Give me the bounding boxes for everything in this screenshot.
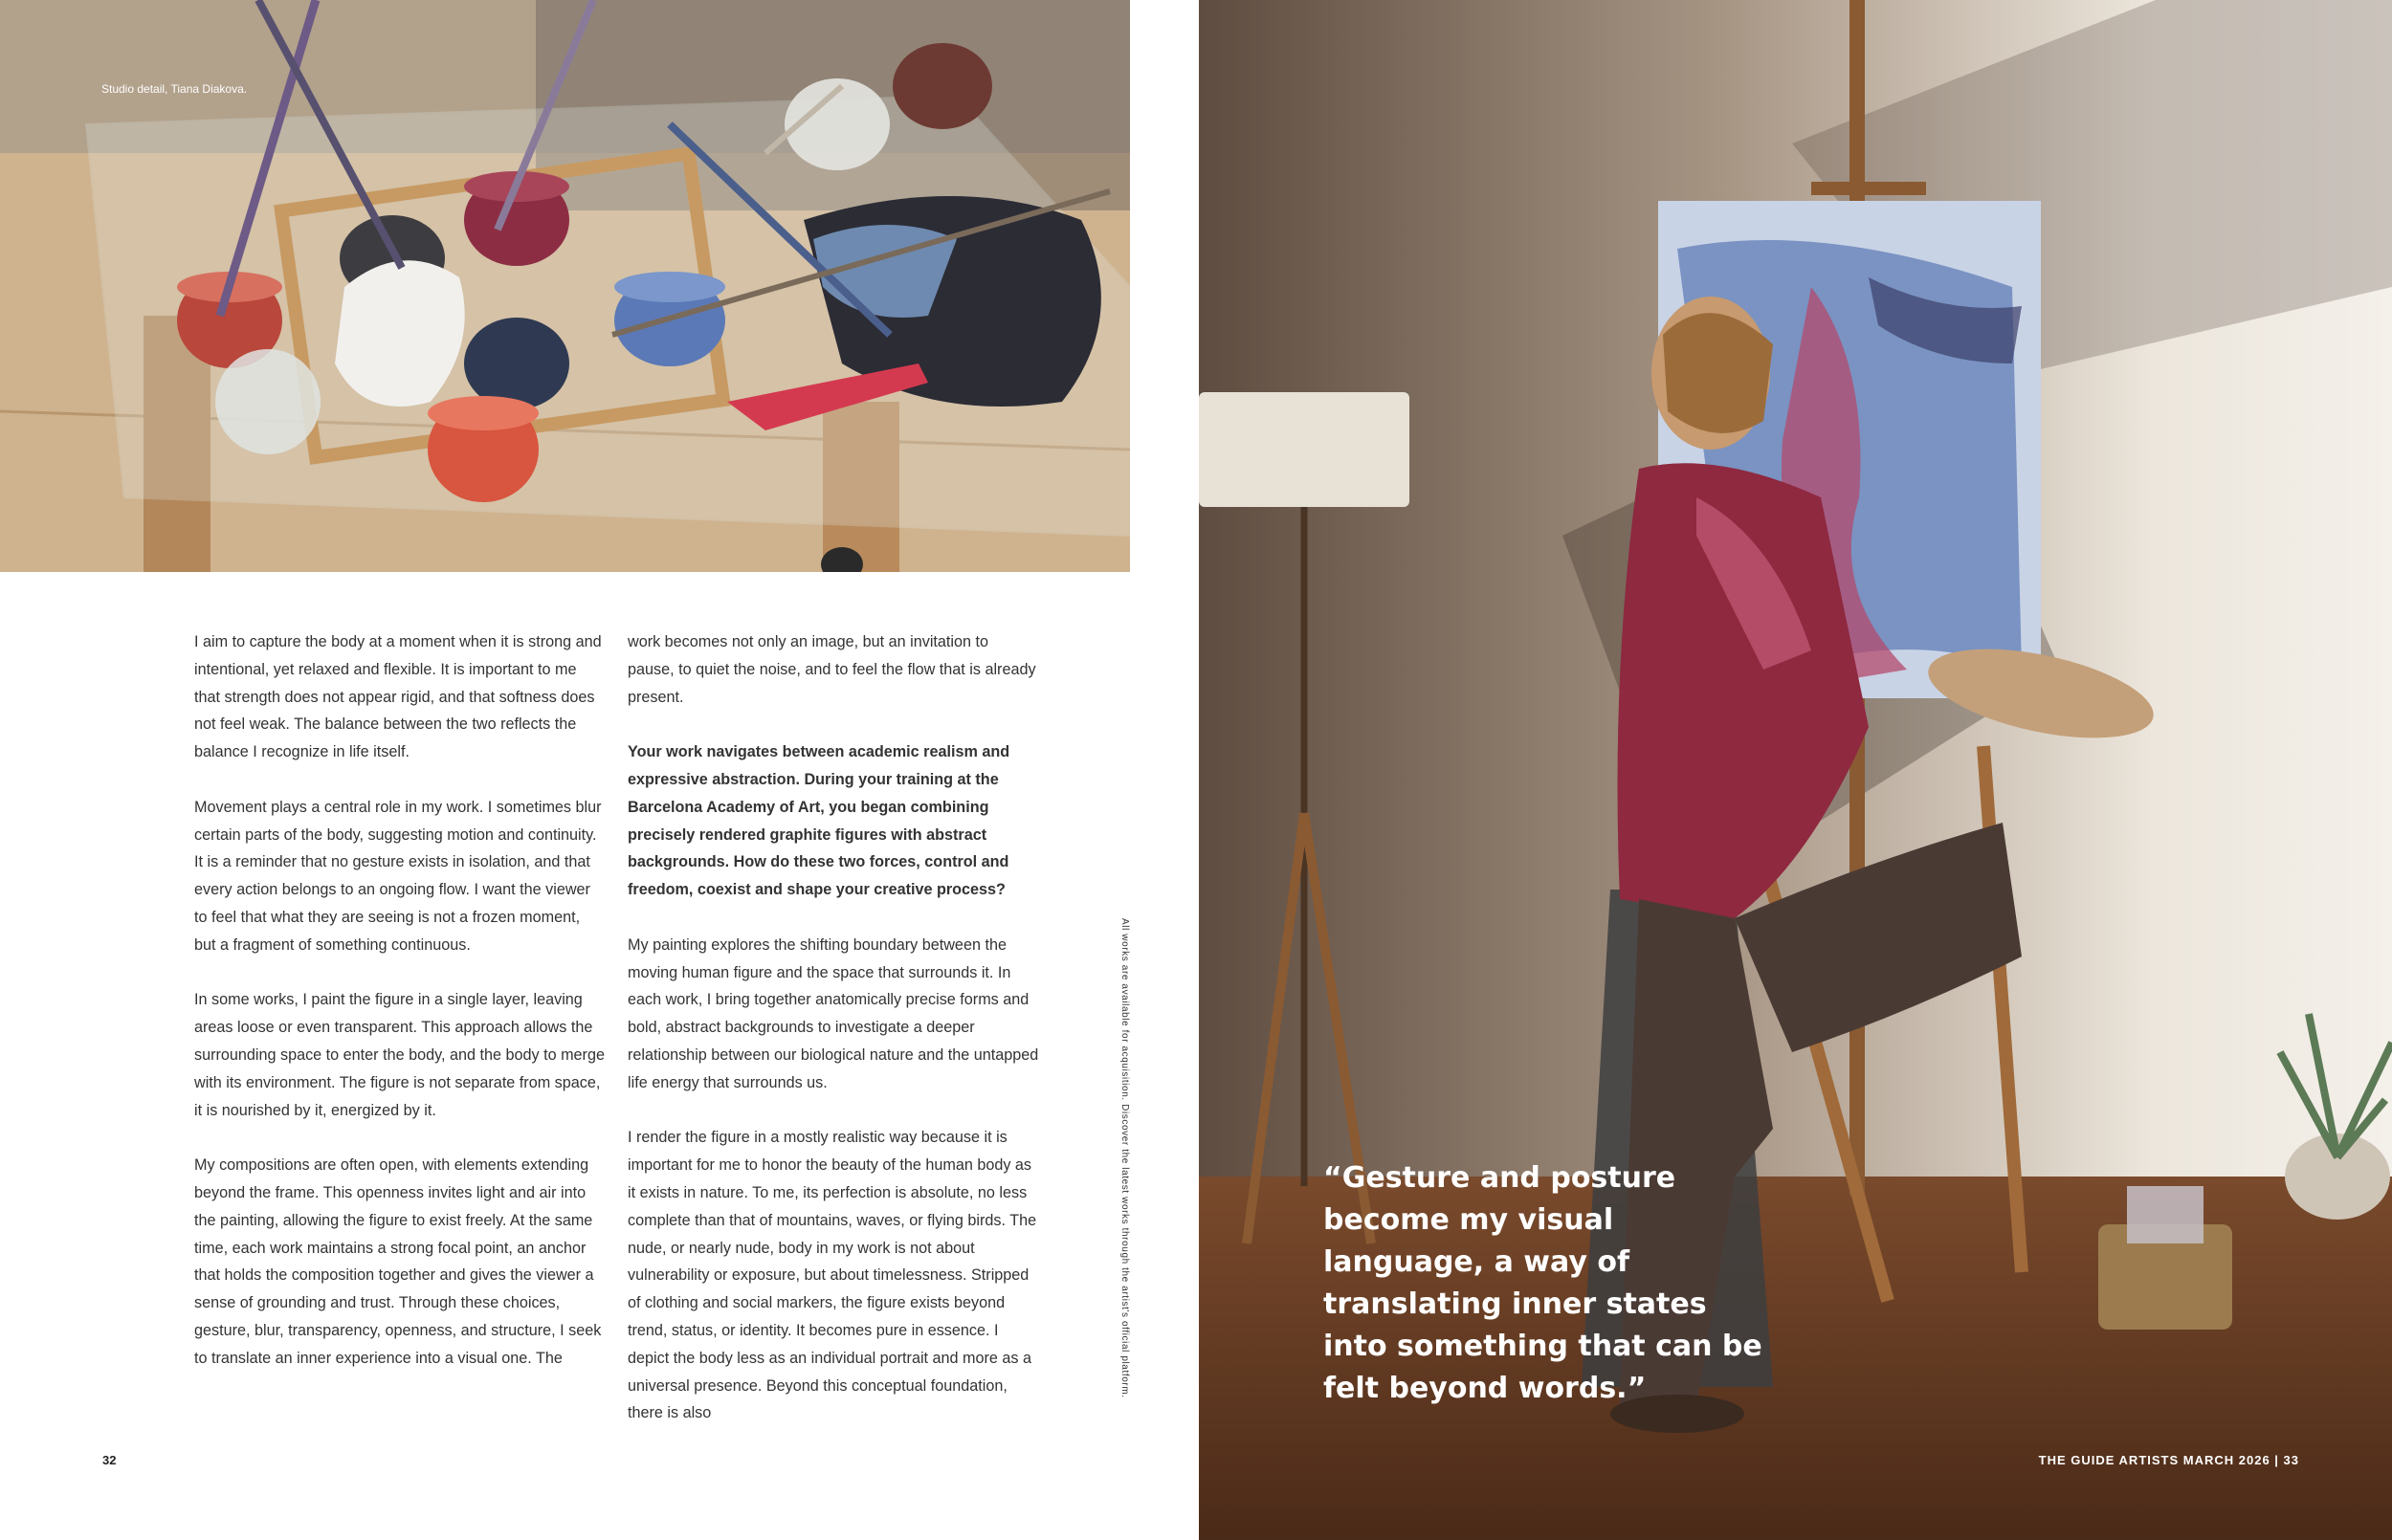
right-page-photo (1199, 0, 2392, 1540)
paragraph-continuation: work becomes not only an image, but an invitation to pause, to quiet the noise, and to feel the flow that is already present. (628, 633, 1036, 706)
paragraph: My compositions are often open, with elements extending beyond the frame. This openness invites light and air into the painting, allowing the figure to exist freely. At the same time, each work maintains a strong focal point, an anchor that holds the composition together and gives the viewer a sense of grounding and trust. Through these choices, gesture, blur, transparency, openness, and structure, I seek to translate an inner experience into a visual one. The (194, 1156, 602, 1367)
page-number-left: 32 (102, 1453, 117, 1467)
paragraph: I aim to capture the body at a moment when it is strong and intentional, yet relaxed and flexible. It is important to me that strength does not appear rigid, and that softness does not feel weak. The balance between the two reflects the balance I recognize in life itself. (194, 633, 602, 761)
text-column-2 (628, 628, 1039, 1427)
paragraph: In some works, I paint the figure in a single layer, leaving areas loose or even transparent. This approach allows the surrounding space to enter the body, and the body to merge with its environment. The figure is not separate from space, it is nourished by it, energized by it. (194, 991, 605, 1119)
text-column-1 (194, 628, 606, 1373)
acquisition-note: All works are available for acquisition. Discover the latest works through the artist's official platform. (1119, 918, 1130, 1398)
interview-question: Your work navigates between academic realism and expressive abstraction. During your training at the Barcelona Academy of Art, you began combining precisely rendered graphite figures with abstract backgrounds. How do these two forces, control and freedom, coexist and shape your creative process? (628, 743, 1010, 899)
studio-detail-photo (0, 0, 1130, 572)
photo-caption: Studio detail, Tiana Diakova. (101, 82, 248, 96)
pull-quote: “Gesture and posture become my visual language, a way of translating inner states into something that can be felt beyond words.” (1323, 1161, 1762, 1405)
answer-paragraph: My painting explores the shifting boundary between the moving human figure and the space that surrounds it. In each work, I bring together anatomically precise forms and bold, abstract backgrounds to investigate a deeper relationship between our biological nature and the untapped life energy that surrounds us. (628, 935, 1039, 1091)
answer-paragraph: I render the figure in a mostly realistic way because it is important for me to honor the beauty of the human body as it exists in nature. To me, its perfection is absolute, no less complete than that of mountains, waves, or flying birds. The nude, or nearly nude, body in my work is not about vulnerability or exposure, but about timelessness. Stripped of clothing and social markers, the figure exists beyond trend, status, or identity. It becomes pure in essence. I depict the body less as an individual portrait and more as a universal presence. Beyond this conceptual foundation, there is also (628, 1129, 1037, 1422)
magazine-footer: THE GUIDE ARTISTS MARCH 2026 | 33 (2038, 1453, 2299, 1467)
paragraph: Movement plays a central role in my work. I sometimes blur certain parts of the body, suggesting motion and continuity. It is a reminder that no gesture exists in isolation, and that every action belongs to an ongoing flow. I want the viewer to feel that what they are seeing is not a frozen moment, but a fragment of something continuous. (194, 798, 602, 954)
